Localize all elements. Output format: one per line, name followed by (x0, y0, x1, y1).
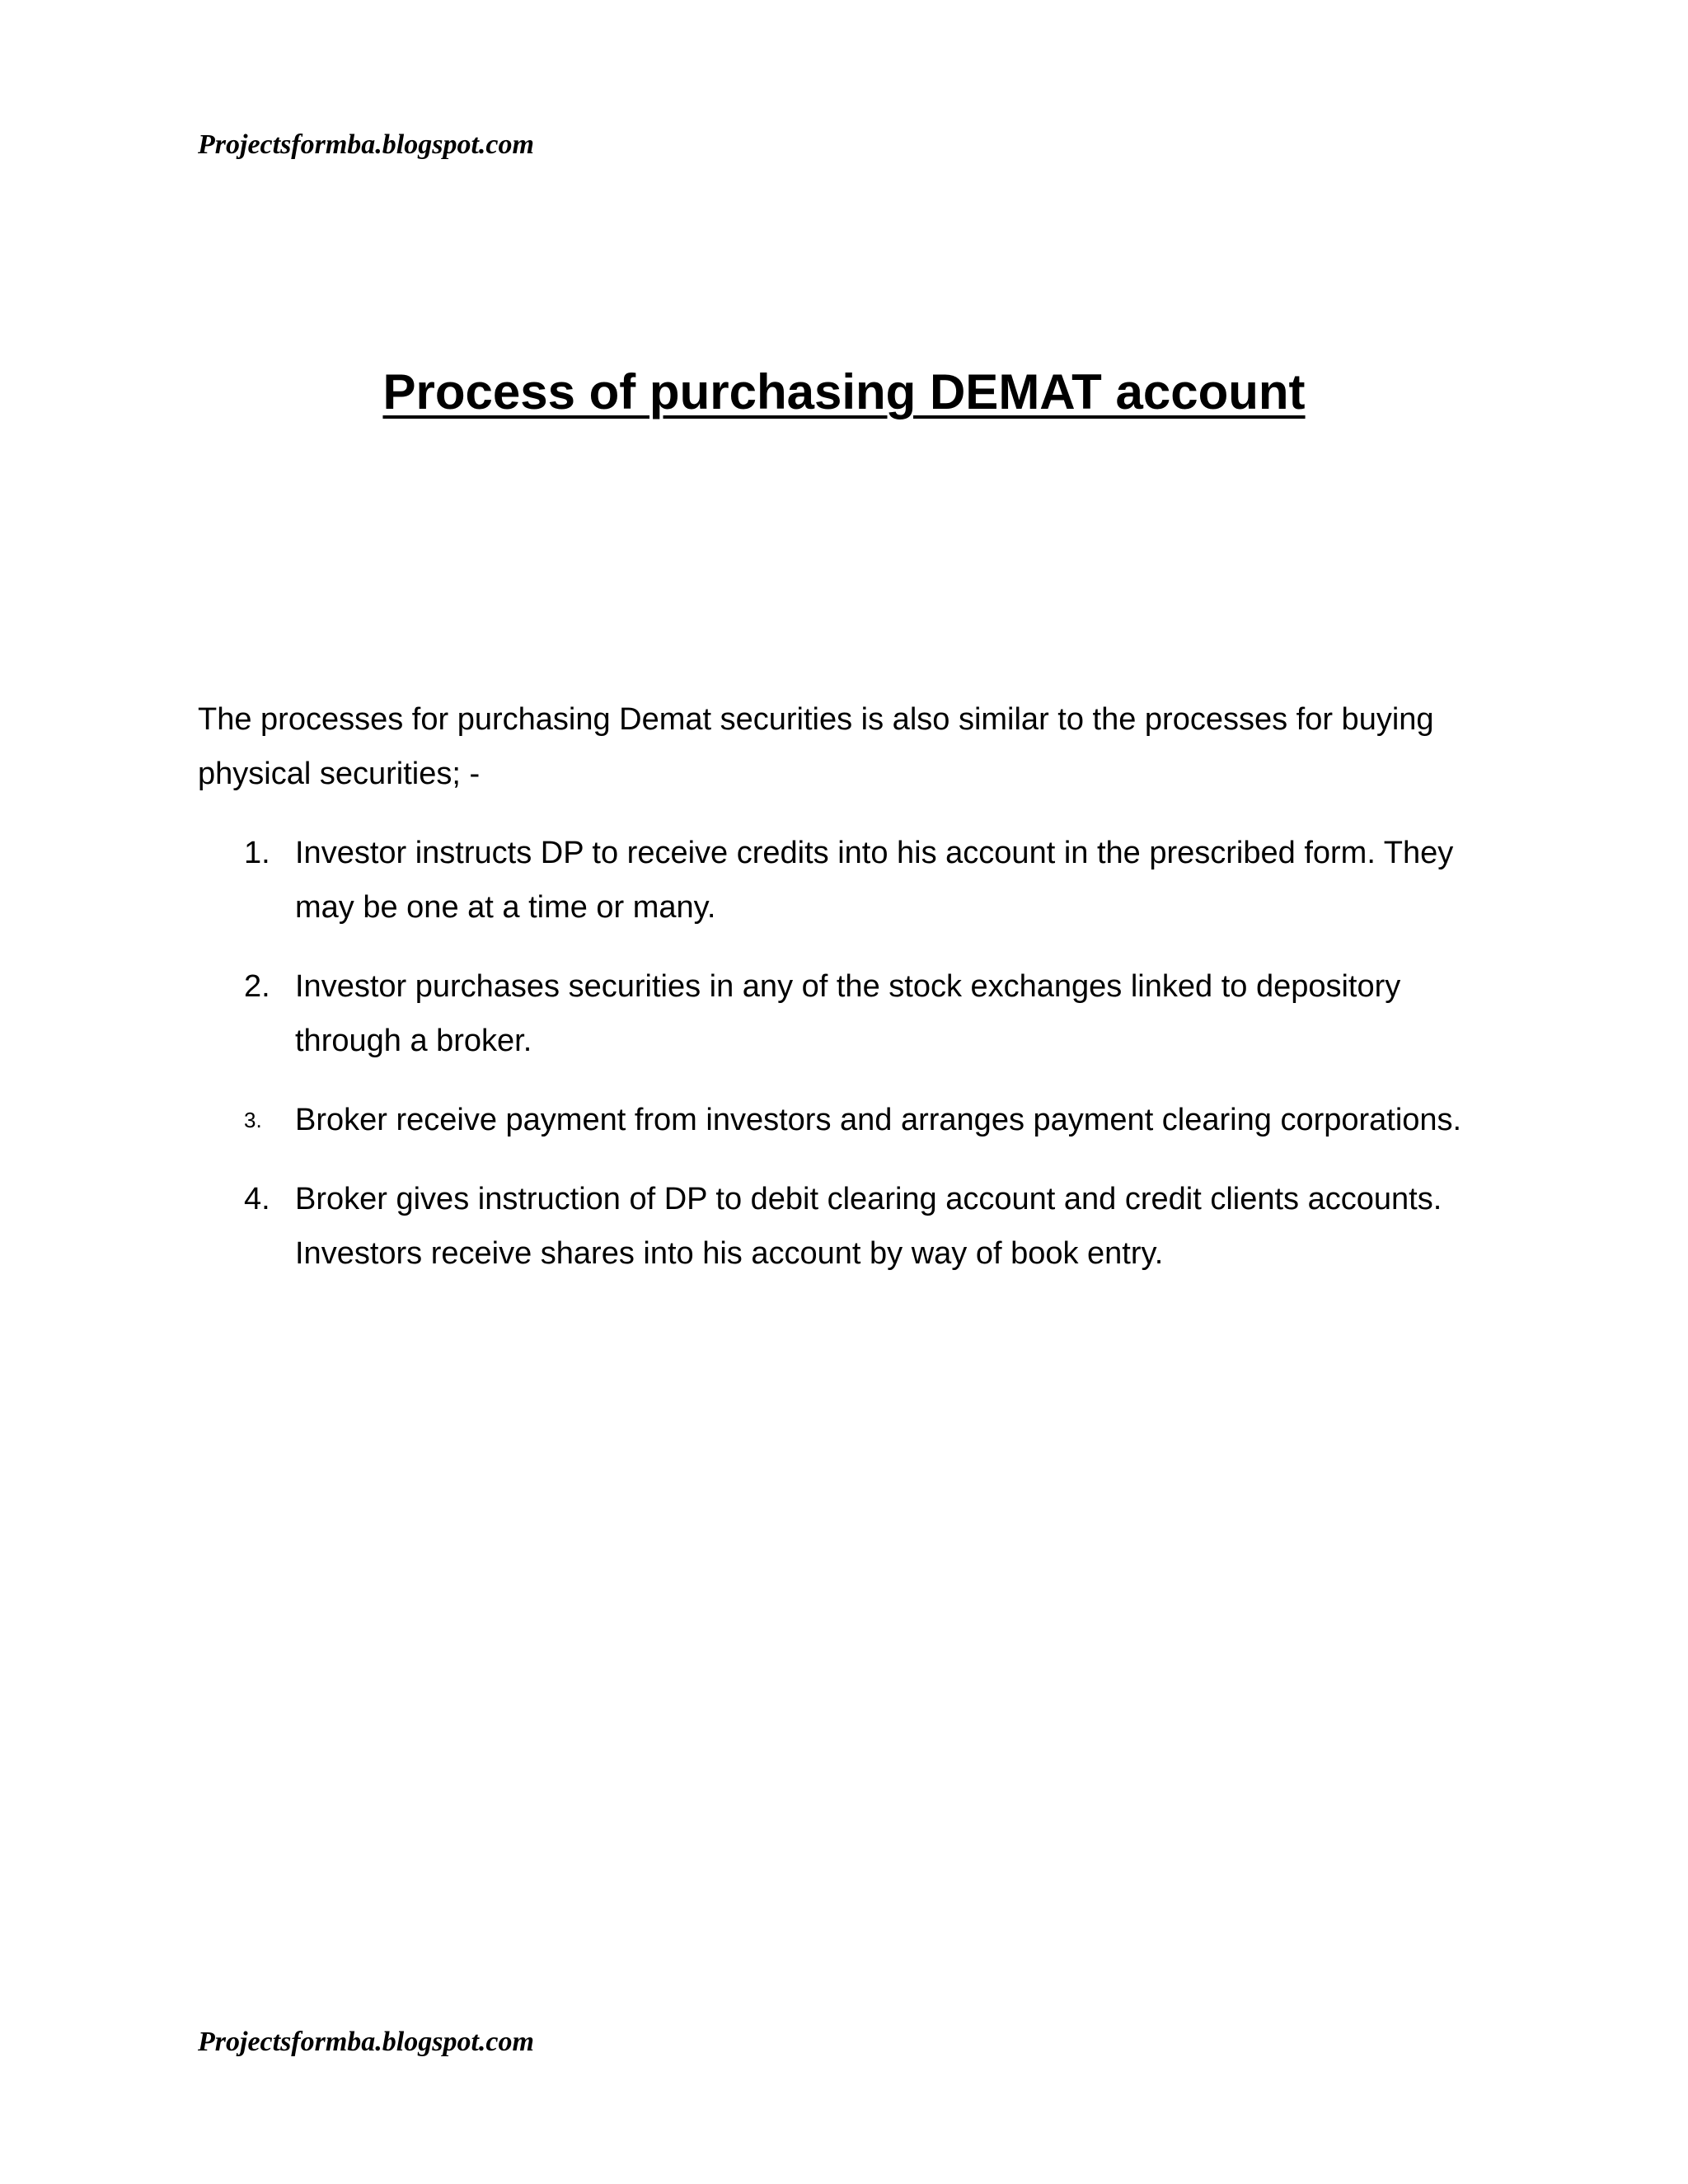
page-title: Process of purchasing DEMAT account (382, 364, 1306, 419)
step-number: 1. (244, 836, 270, 870)
header-site-name: Projectsformba.blogspot.com (198, 129, 534, 160)
step-number: 4. (244, 1182, 270, 1216)
process-step-2 (198, 959, 1484, 1068)
process-step-3 (198, 1093, 1484, 1147)
process-step-1 (198, 826, 1484, 935)
step-text: Broker gives instruction of DP to debit clearing account and credit clients accounts. Investors receive shares into his account by way of book entry. (295, 1182, 1442, 1271)
process-step-4 (198, 1172, 1484, 1281)
process-steps-list (198, 826, 1484, 1305)
step-text: Broker receive payment from investors and arranges payment clearing corporations. (295, 1103, 1462, 1137)
step-number: 2. (244, 969, 270, 1004)
step-text: Investor instructs DP to receive credits into his account in the prescribed form. They may be one at a time or many. (295, 836, 1454, 925)
footer-site-name: Projectsformba.blogspot.com (198, 2027, 534, 2057)
intro-paragraph: The processes for purchasing Demat securities is also similar to the processes for buying physical securities; - (198, 702, 1434, 791)
step-number: 3. (244, 1108, 262, 1132)
step-text: Investor purchases securities in any of the stock exchanges linked to depository through a broker. (295, 969, 1401, 1058)
